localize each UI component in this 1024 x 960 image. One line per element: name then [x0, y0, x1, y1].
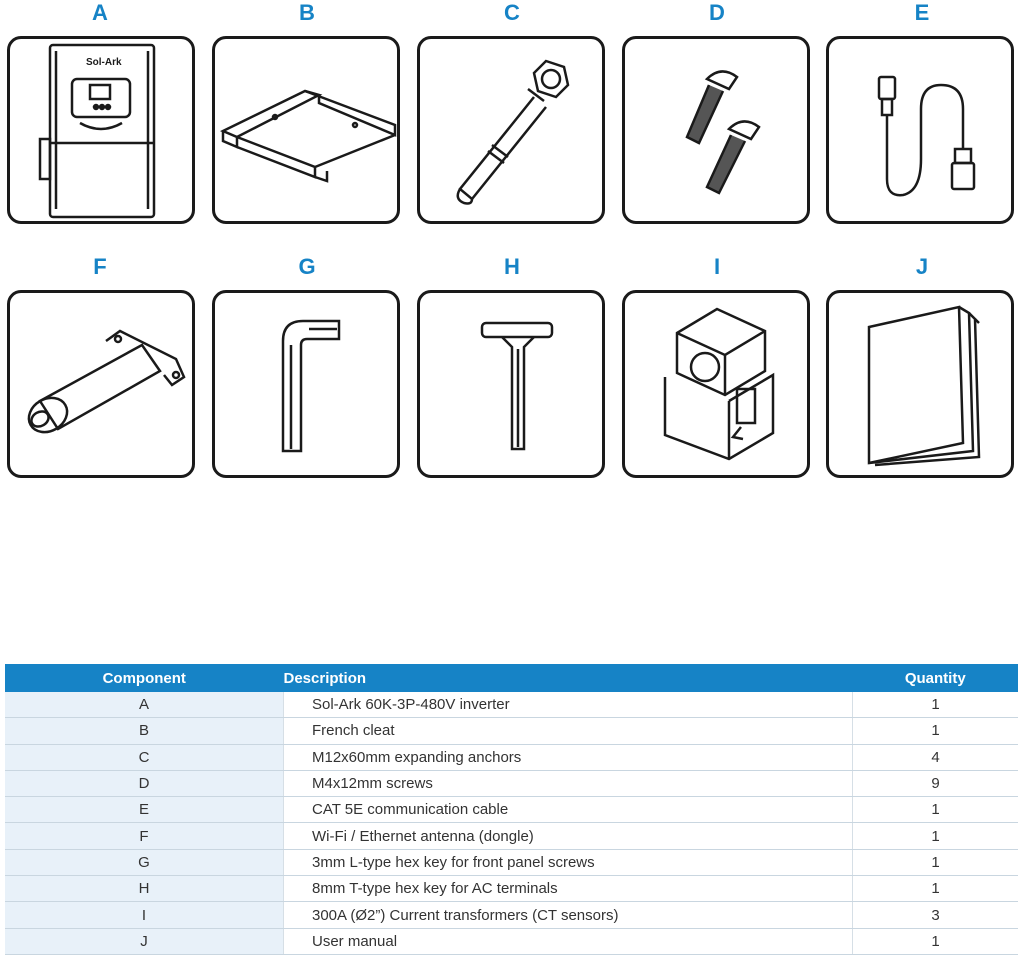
cell-quantity: 1: [853, 876, 1019, 902]
card-i: [622, 290, 810, 478]
inverter-logo: Sol-Ark: [86, 57, 122, 68]
current-transformer-icon: [625, 293, 807, 475]
table-row: [5, 849, 1018, 875]
inverter-icon: [10, 39, 192, 221]
letter-i: I: [713, 254, 721, 279]
table-row: [5, 876, 1018, 902]
card-h: [417, 290, 605, 478]
letter-c: C: [504, 0, 520, 25]
cell-component: J: [5, 928, 284, 954]
cell-quantity: 9: [853, 770, 1019, 796]
cell-component: E: [5, 797, 284, 823]
cell-description: Wi-Fi / Ethernet antenna (dongle): [284, 823, 853, 849]
letter-g: G: [298, 254, 316, 279]
cell-description: 3mm L-type hex key for front panel screws: [284, 849, 853, 875]
cell-quantity: 1: [853, 797, 1019, 823]
letter-b: B: [299, 0, 315, 25]
cell-quantity: 4: [853, 744, 1019, 770]
cell-quantity: 1: [853, 692, 1019, 718]
table-row: [5, 770, 1018, 796]
letter-f: F: [93, 254, 107, 279]
cell-component: H: [5, 876, 284, 902]
header-quantity: Quantity: [853, 664, 1019, 692]
letter-e: E: [914, 0, 930, 25]
card-e: [826, 36, 1014, 224]
expanding-anchor-icon: [420, 39, 602, 221]
cell-quantity: 1: [853, 718, 1019, 744]
letter-a: A: [92, 0, 108, 25]
table-row: [5, 928, 1018, 954]
cell-description: User manual: [284, 928, 853, 954]
cell-description: M4x12mm screws: [284, 770, 853, 796]
user-manual-icon: [829, 293, 1011, 475]
cell-component: D: [5, 770, 284, 796]
cell-quantity: 1: [853, 928, 1019, 954]
cell-description: Sol-Ark 60K-3P-480V inverter: [284, 692, 853, 718]
antenna-dongle-icon: [10, 293, 192, 475]
cell-description: CAT 5E communication cable: [284, 797, 853, 823]
cell-description: 8mm T-type hex key for AC terminals: [284, 876, 853, 902]
header-component: Component: [5, 664, 284, 692]
card-c: [417, 36, 605, 224]
cell-description: French cleat: [284, 718, 853, 744]
cell-quantity: 1: [853, 823, 1019, 849]
letter-h: H: [504, 254, 520, 279]
table-header-row: [5, 664, 1018, 692]
cell-quantity: 3: [853, 902, 1019, 928]
card-b: [212, 36, 400, 224]
table-row: [5, 823, 1018, 849]
table-row: [5, 902, 1018, 928]
cell-description: M12x60mm expanding anchors: [284, 744, 853, 770]
table-row: [5, 718, 1018, 744]
letter-d: D: [709, 0, 725, 25]
screws-icon: [625, 39, 807, 221]
letter-j: J: [915, 254, 929, 279]
cell-quantity: 1: [853, 849, 1019, 875]
component-table: [5, 664, 1018, 955]
cell-component: G: [5, 849, 284, 875]
card-d: [622, 36, 810, 224]
l-hex-key-icon: [215, 293, 397, 475]
card-g: [212, 290, 400, 478]
cell-component: A: [5, 692, 284, 718]
t-hex-key-icon: [420, 293, 602, 475]
cell-component: F: [5, 823, 284, 849]
card-f: [7, 290, 195, 478]
cell-component: I: [5, 902, 284, 928]
card-a: [7, 36, 195, 224]
table-row: [5, 744, 1018, 770]
table-row: [5, 797, 1018, 823]
cell-description: 300A (Ø2”) Current transformers (CT sensors): [284, 902, 853, 928]
header-description: Description: [284, 664, 853, 692]
ethernet-cable-icon: [829, 39, 1011, 221]
french-cleat-icon: [215, 39, 397, 221]
card-j: [826, 290, 1014, 478]
cell-component: C: [5, 744, 284, 770]
cell-component: B: [5, 718, 284, 744]
table-row: [5, 692, 1018, 718]
